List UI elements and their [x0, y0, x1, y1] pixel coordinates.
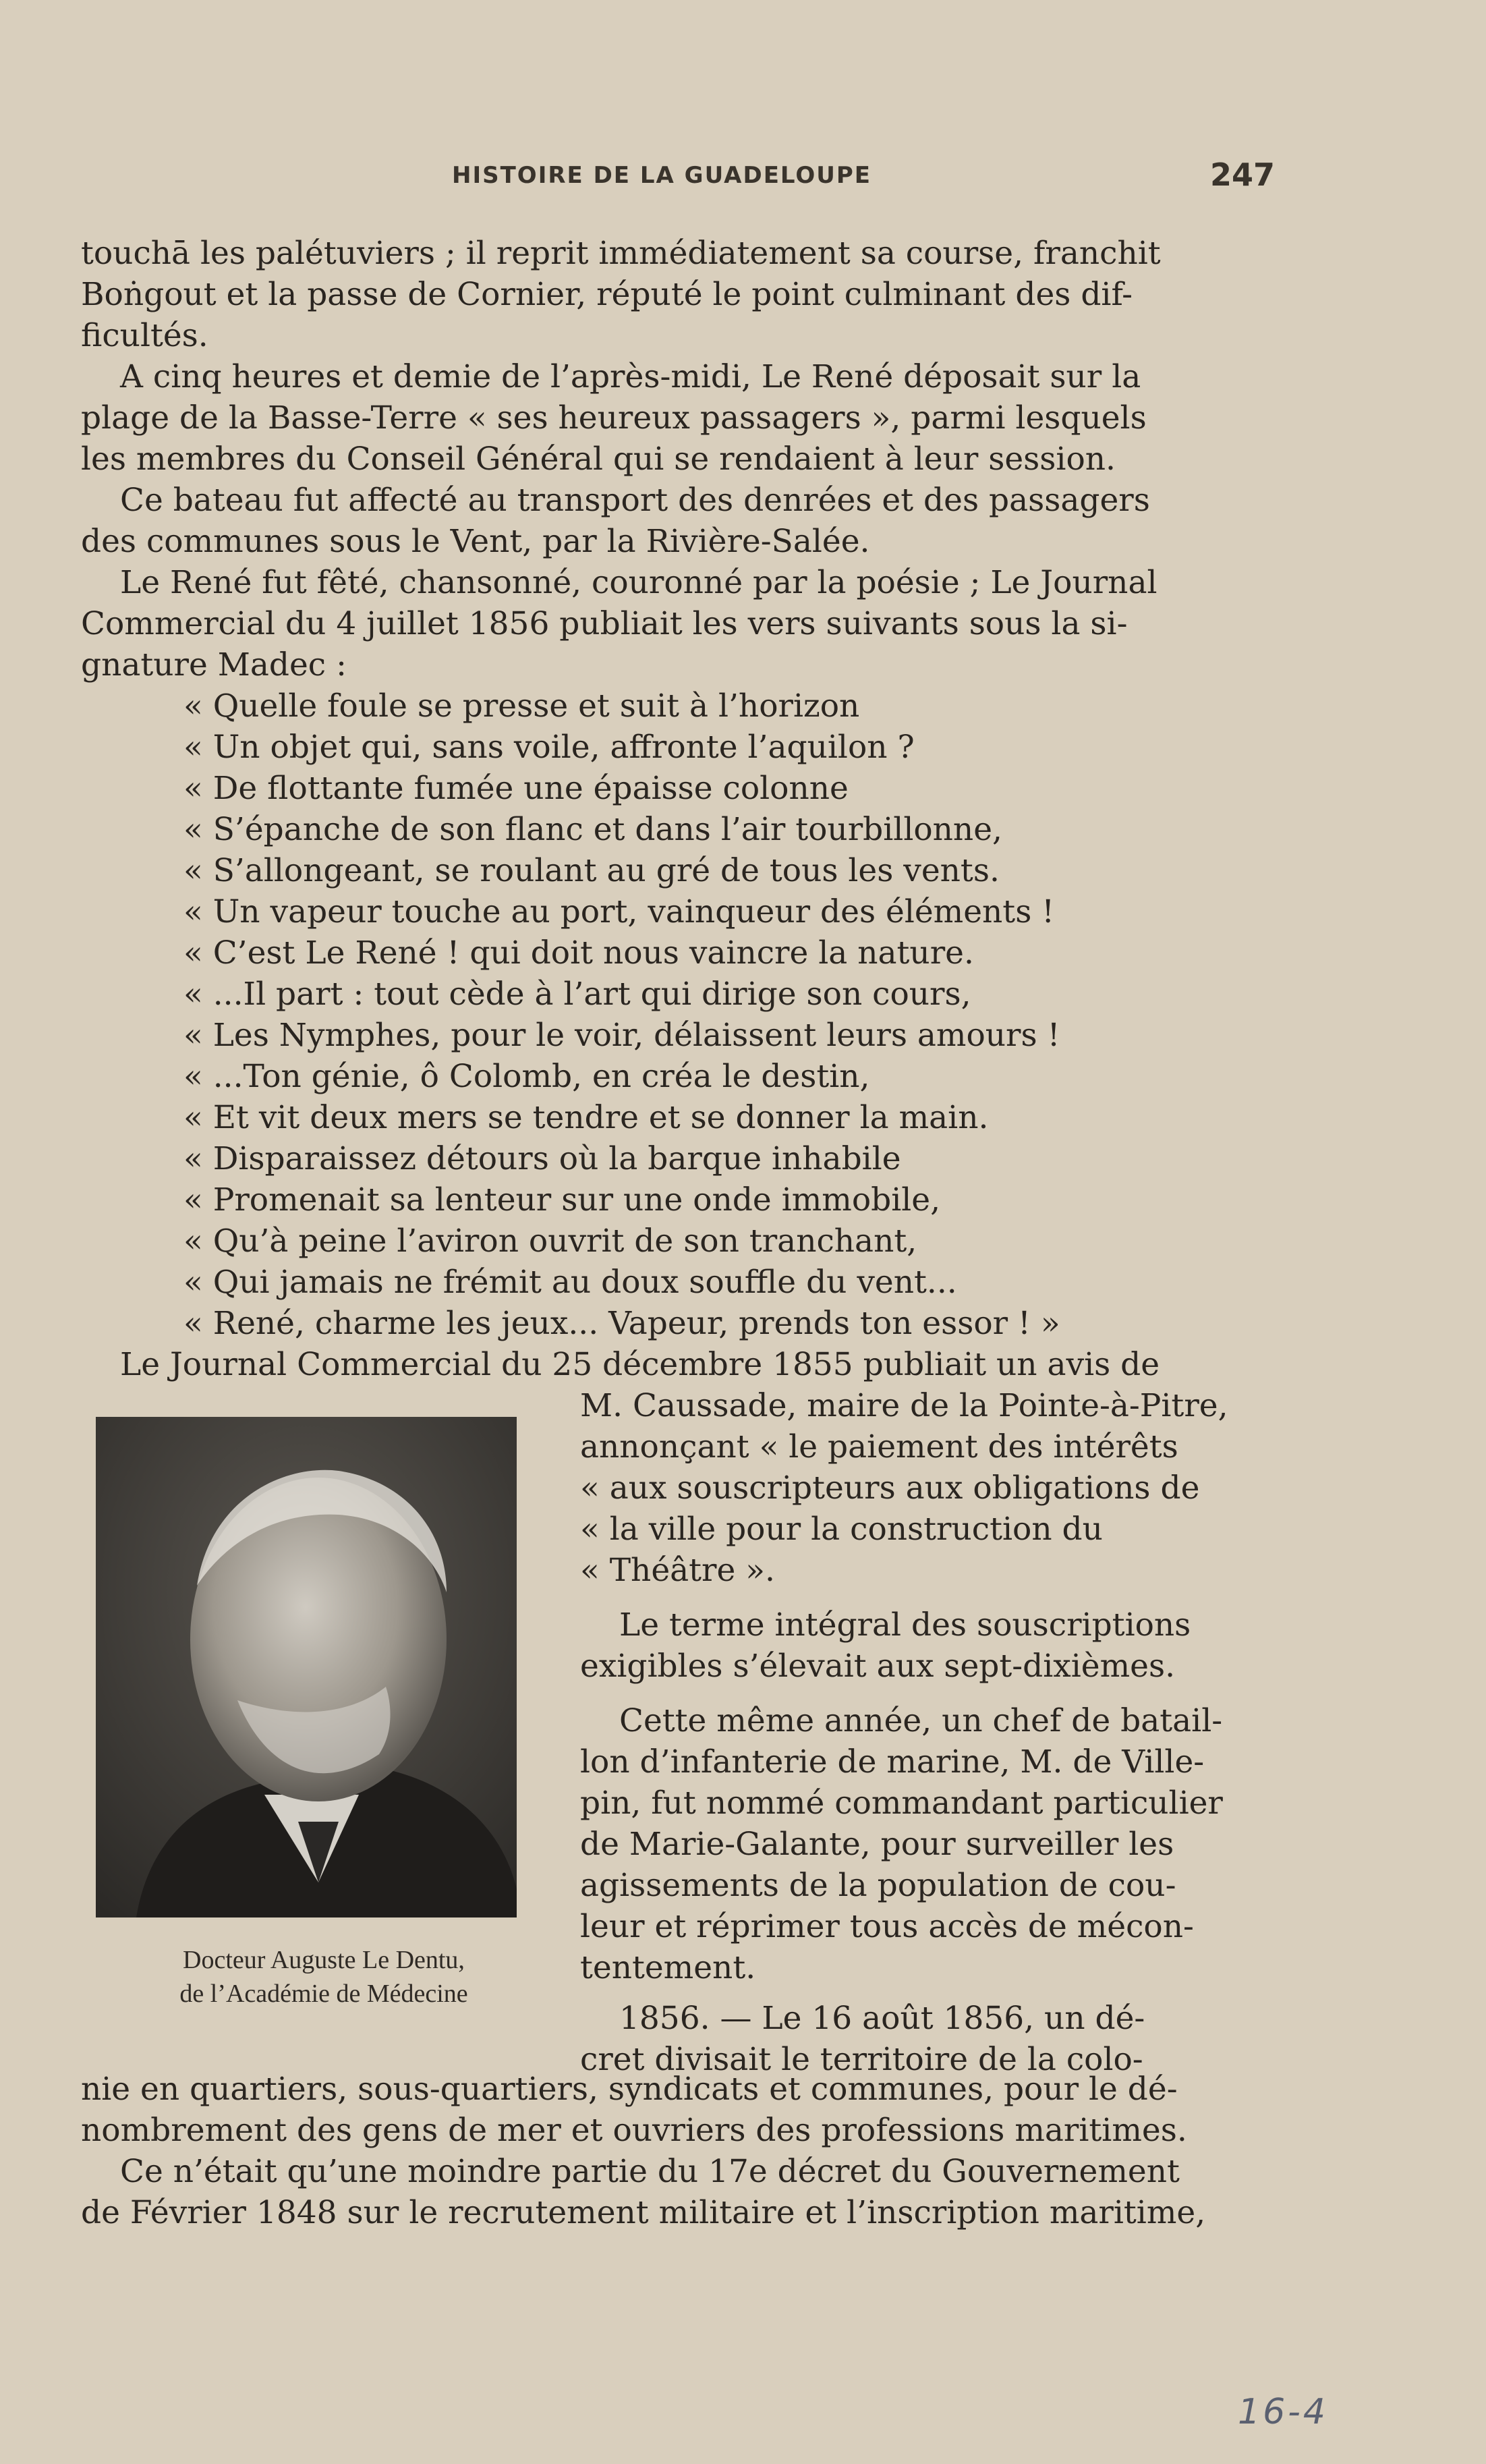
poem-line: « S’allongeant, se roulant au gré de tous les vents.: [183, 852, 1000, 889]
text-line: de Marie-Galante, pour surveiller les: [580, 1826, 1174, 1863]
poem-line: « De flottante fumée une épaisse colonne: [183, 770, 849, 807]
text-line: plage de la Basse-Terre « ses heureux passagers », parmi lesquels: [81, 399, 1147, 437]
text-line: tentement.: [580, 1949, 756, 1986]
page-header: [115, 157, 1275, 197]
poem-line: « Disparaissez détours où la barque inhabile: [183, 1140, 901, 1177]
poem-line: « Promenait sa lenteur sur une onde immobile,: [183, 1181, 941, 1219]
text-line: pin, fut nommé commandant particulier: [580, 1785, 1223, 1822]
text-line: exigibles s’élevait aux sept-dixièmes.: [580, 1648, 1176, 1685]
running-title: HISTOIRE DE LA GUADELOUPE: [452, 162, 872, 189]
text-line: nie en quartiers, sous-quartiers, syndicats et communes, pour le dé-: [81, 2071, 1178, 2108]
text-line: « Théâtre ».: [580, 1552, 775, 1589]
text-line: agissements de la population de cou-: [580, 1867, 1176, 1904]
text-line: des communes sous le Vent, par la Rivière-Salée.: [81, 523, 870, 560]
text-line: « la ville pour la construction du: [580, 1511, 1103, 1548]
right-column-text: [580, 1385, 1268, 2080]
text-line: touchā les palétuviers ; il reprit immédiatement sa course, franchit: [81, 235, 1161, 272]
poem: [183, 685, 1263, 1344]
photo-caption: [81, 1943, 567, 2011]
text-line: M. Caussade, maire de la Pointe-à-Pitre,: [580, 1387, 1228, 1424]
text-line: « aux souscripteurs aux obligations de: [580, 1469, 1200, 1507]
text-line: A cinq heures et demie de l’après-midi, Le René déposait sur la: [120, 358, 1141, 395]
poem-line: « Un objet qui, sans voile, affronte l’aquilon ?: [183, 729, 915, 766]
text-line: de Février 1848 sur le recrutement militaire et l’inscription maritime,: [81, 2194, 1206, 2231]
text-line: les membres du Conseil Général qui se rendaient à leur session.: [81, 441, 1116, 478]
page-number: 247: [1209, 157, 1275, 193]
journal-paragraph: [81, 1344, 1268, 1385]
handwritten-note: 16-4: [1238, 2392, 1329, 2432]
body-text-top: [81, 233, 1268, 685]
poem-line: « Quelle foule se presse et suit à l’horizon: [183, 688, 860, 725]
poem-line: « ...Ton génie, ô Colomb, en créa le destin,: [183, 1058, 870, 1095]
text-line: leur et réprimer tous accès de mécon-: [580, 1908, 1194, 1945]
poem-line: « Un vapeur touche au port, vainqueur des éléments !: [183, 893, 1055, 930]
poem-line: « Et vit deux mers se tendre et se donner la main.: [183, 1099, 989, 1136]
text-line: ficultés.: [81, 317, 208, 354]
text-line: Le Journal Commercial du 25 décembre 1855 publiait un avis de: [120, 1346, 1160, 1383]
caption-line: Docteur Auguste Le Dentu,: [183, 1946, 465, 1974]
text-line: Boṅgout et la passe de Cornier, réputé le point culminant des dif-: [81, 276, 1133, 313]
poem-line: « Qui jamais ne frémit au doux souffle du vent...: [183, 1264, 957, 1301]
poem-line: « Qu’à peine l’aviron ouvrit de son tranchant,: [183, 1223, 917, 1260]
body-text-bottom: [81, 2069, 1268, 2233]
text-line: lon d’infanterie de marine, M. de Ville-: [580, 1743, 1205, 1781]
text-line: Le René fut fêté, chansonné, couronné par la poésie ; Le Journal: [120, 564, 1158, 601]
text-line: Cette même année, un chef de batail-: [619, 1702, 1223, 1739]
text-line: Ce n’était qu’une moindre partie du 17e décret du Gouvernement: [120, 2153, 1180, 2190]
text-line: cret divisait le territoire de la colo-: [580, 2041, 1143, 2078]
text-line: annonçant « le paiement des intérêts: [580, 1428, 1178, 1465]
poem-line: « S’épanche de son flanc et dans l’air tourbillonne,: [183, 811, 1002, 848]
caption-line: de l’Académie de Médecine: [179, 1980, 468, 2008]
text-line: gnature Madec :: [81, 646, 347, 683]
text-line: Le terme intégral des souscriptions: [619, 1606, 1191, 1644]
text-line: Commercial du 4 juillet 1856 publiait les vers suivants sous la si-: [81, 605, 1128, 642]
poem-line: « René, charme les jeux... Vapeur, prends ton essor ! »: [183, 1305, 1060, 1342]
text-line: Ce bateau fut affecté au transport des denrées et des passagers: [120, 482, 1150, 519]
text-line: nombrement des gens de mer et ouvriers des professions maritimes.: [81, 2112, 1187, 2149]
poem-line: « ...Il part : tout cède à l’art qui dirige son cours,: [183, 976, 971, 1013]
poem-line: « C’est Le René ! qui doit nous vaincre la nature.: [183, 934, 974, 972]
text-line: 1856. — Le 16 août 1856, un dé-: [619, 2000, 1145, 2037]
portrait-photo: [96, 1417, 517, 1917]
poem-line: « Les Nymphes, pour le voir, délaissent leurs amours !: [183, 1017, 1060, 1054]
portrait-figure: [96, 1417, 517, 1917]
